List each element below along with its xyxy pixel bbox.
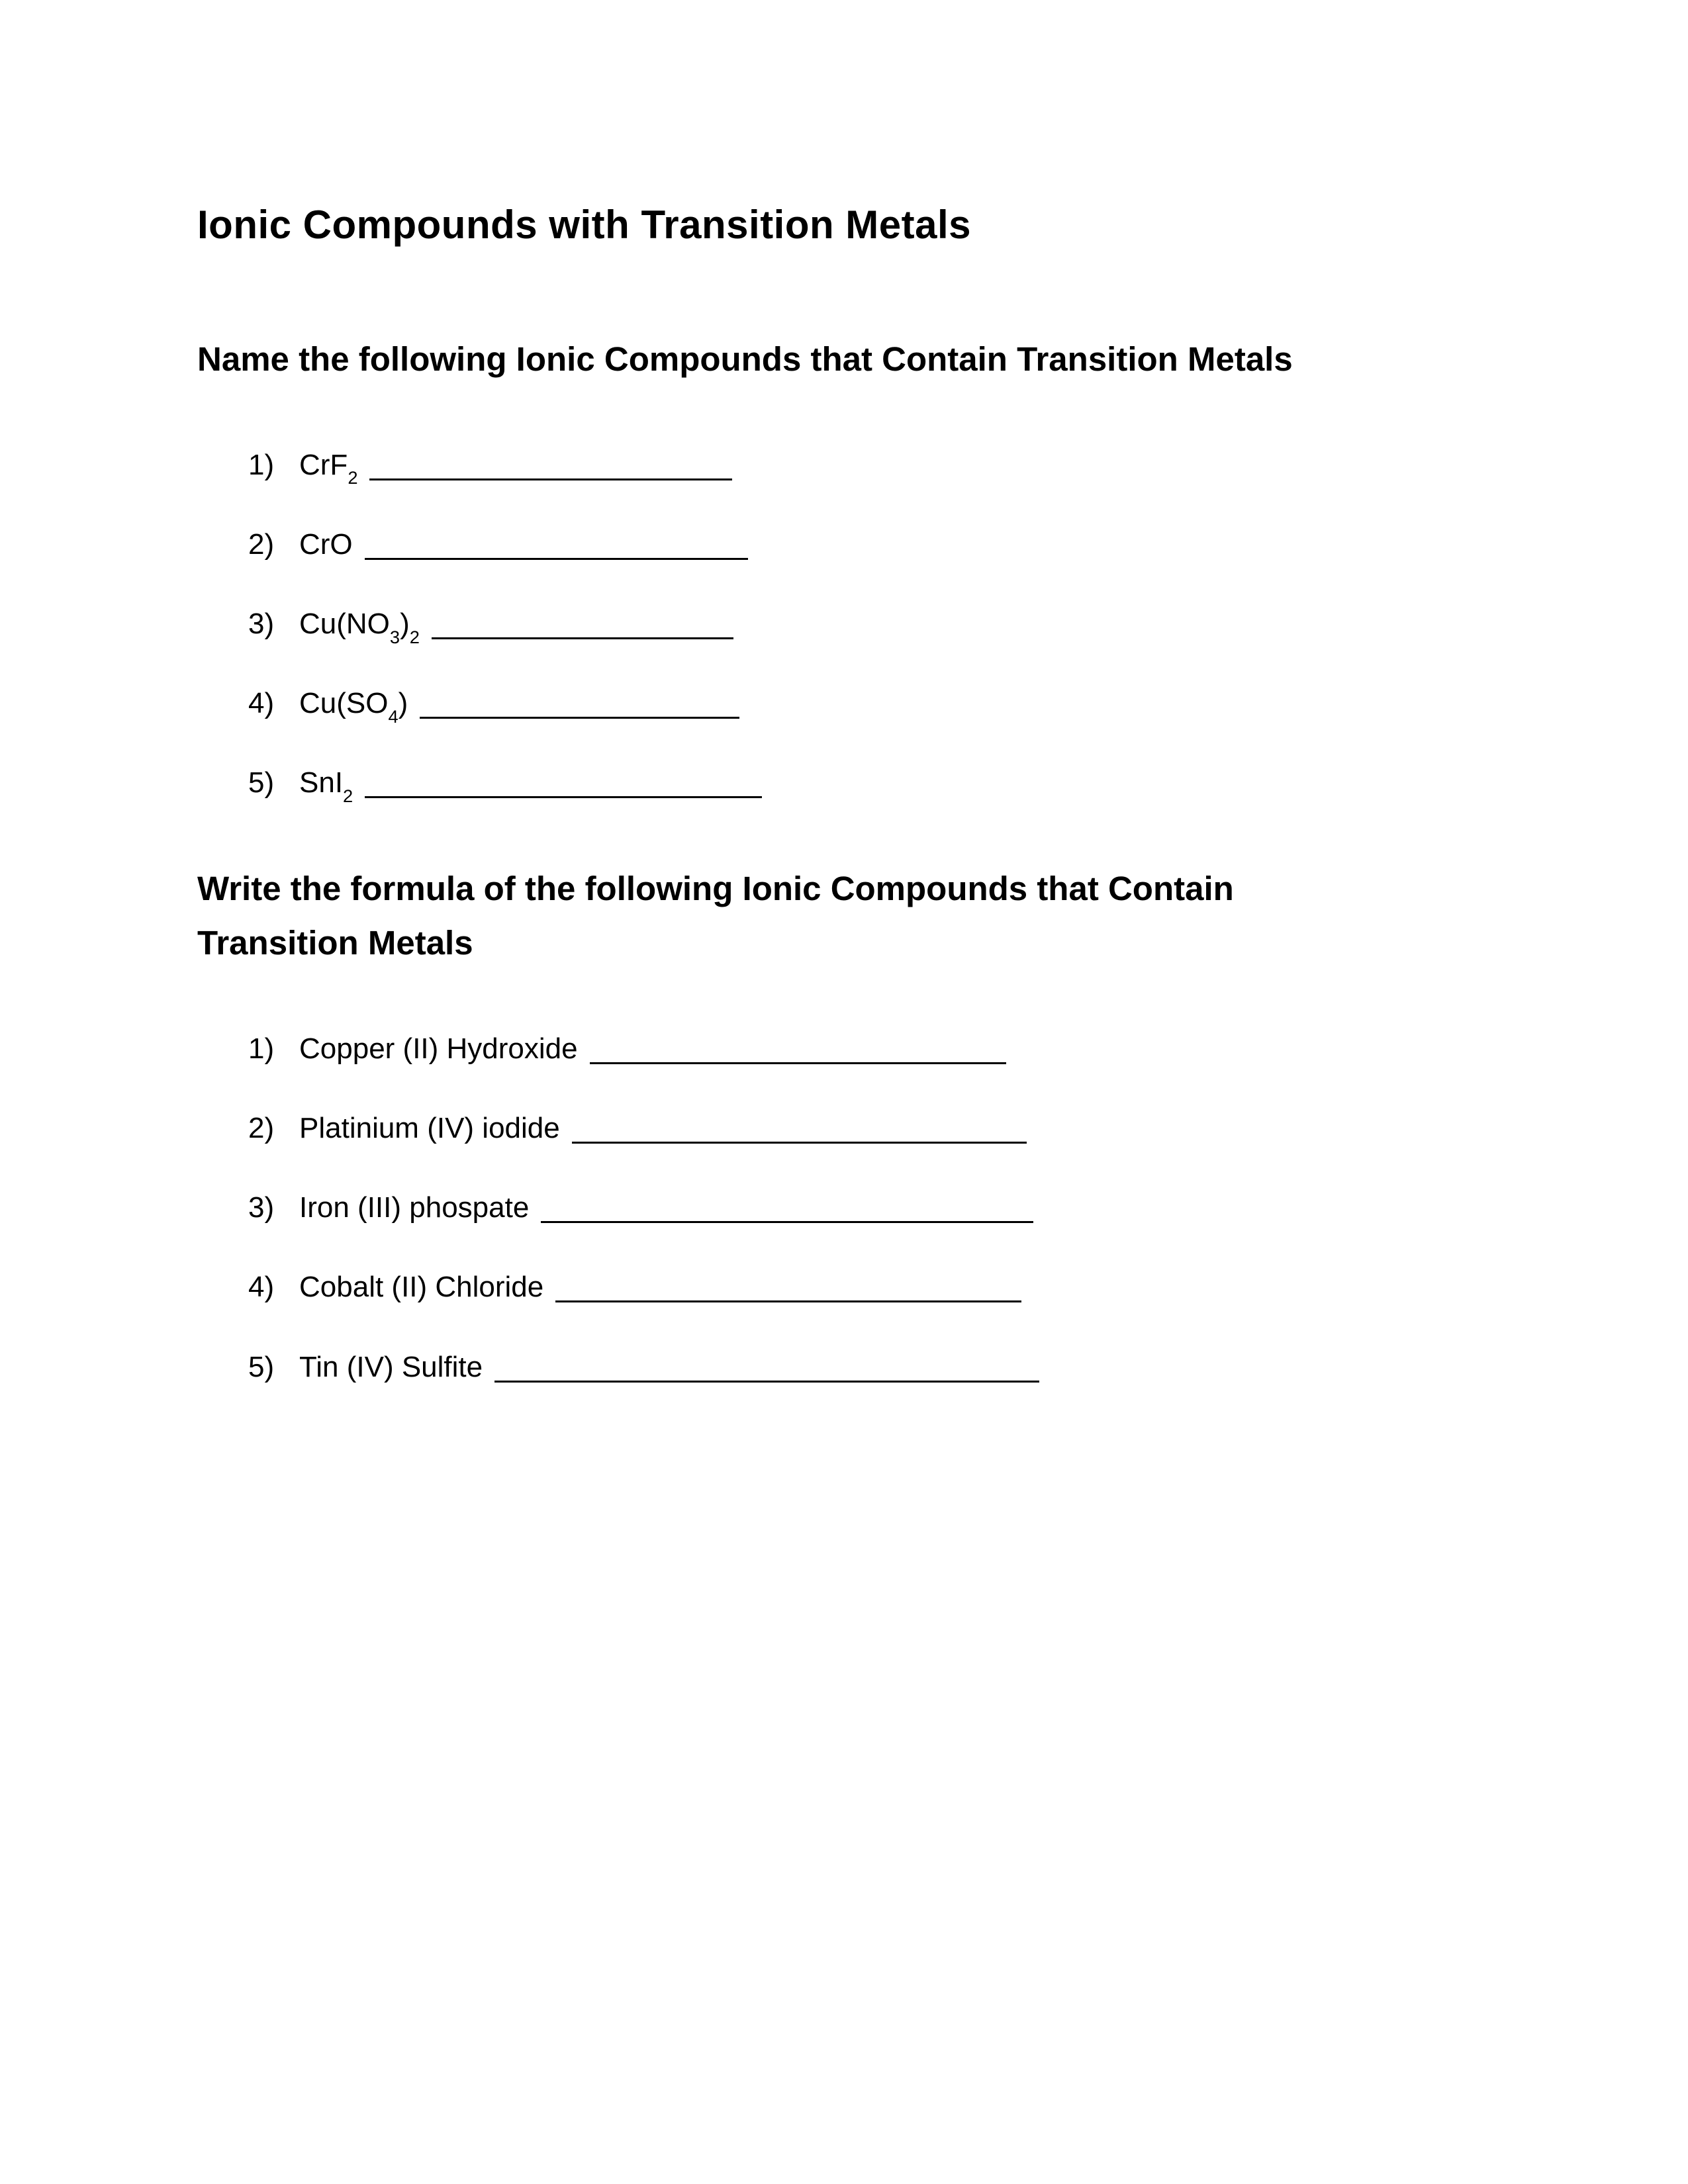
list-item xyxy=(248,1193,1516,1223)
write-formula-list xyxy=(197,1034,1516,1383)
formula-subscript: 4 xyxy=(388,705,399,727)
item-number: 4) xyxy=(248,687,275,720)
chemical-formula xyxy=(299,766,353,807)
answer-blank[interactable] xyxy=(369,476,732,480)
item-number: 1) xyxy=(248,1032,275,1065)
item-number: 4) xyxy=(248,1271,275,1304)
compound-name: Cobalt (II) Chloride xyxy=(299,1271,544,1304)
compound-name: Copper (II) Hydroxide xyxy=(299,1032,578,1065)
formula-text: ) xyxy=(400,607,410,640)
formula-section-heading: Write the formula of the following Ionic Compounds that Contain Transition Metals xyxy=(197,869,1234,962)
item-number: 5) xyxy=(248,766,275,799)
chemical-formula xyxy=(299,448,358,488)
formula-subscript: 2 xyxy=(348,467,358,488)
formula-text: Cu(NO xyxy=(299,607,390,640)
list-item xyxy=(248,607,1516,647)
item-number: 5) xyxy=(248,1350,275,1383)
list-item xyxy=(248,1113,1516,1144)
list-item xyxy=(248,1034,1516,1064)
chemical-formula xyxy=(299,529,353,560)
name-section-heading: Name the following Ionic Compounds that Contain Transition Metals xyxy=(197,340,1293,378)
answer-blank[interactable] xyxy=(572,1139,1027,1144)
page-title: Ionic Compounds with Transition Metals xyxy=(197,203,972,247)
list-item xyxy=(248,1272,1516,1302)
item-number: 1) xyxy=(248,448,275,481)
answer-blank[interactable] xyxy=(365,555,748,560)
name-compounds-section xyxy=(197,332,1516,807)
answer-blank[interactable] xyxy=(420,714,739,719)
item-number: 2) xyxy=(248,527,275,561)
answer-blank[interactable] xyxy=(494,1378,1039,1383)
formula-text: CrF xyxy=(299,448,348,481)
write-formula-section xyxy=(197,862,1516,1383)
formula-text: SnI xyxy=(299,766,344,799)
name-compounds-list xyxy=(197,448,1516,807)
formula-text: ) xyxy=(398,687,408,720)
answer-blank[interactable] xyxy=(432,635,733,639)
item-number: 3) xyxy=(248,607,275,640)
formula-text: Cu(SO xyxy=(299,687,389,720)
formula-subscript: 2 xyxy=(409,626,420,647)
formula-text: CrO xyxy=(299,527,353,561)
item-number: 2) xyxy=(248,1111,275,1144)
answer-blank[interactable] xyxy=(555,1298,1021,1302)
item-number: 3) xyxy=(248,1191,275,1224)
list-item xyxy=(248,1352,1516,1383)
formula-subscript: 2 xyxy=(343,786,353,807)
compound-name: Platinium (IV) iodide xyxy=(299,1111,560,1144)
answer-blank[interactable] xyxy=(590,1060,1006,1064)
compound-name: Tin (IV) Sulfite xyxy=(299,1350,483,1383)
list-item xyxy=(248,687,1516,727)
compound-name: Iron (III) phospate xyxy=(299,1191,530,1224)
answer-blank[interactable] xyxy=(541,1218,1033,1223)
list-item xyxy=(248,529,1516,560)
list-item xyxy=(248,766,1516,807)
list-item xyxy=(248,448,1516,488)
formula-subscript: 3 xyxy=(389,626,400,647)
answer-blank[interactable] xyxy=(365,794,762,798)
chemical-formula xyxy=(299,687,408,727)
chemical-formula xyxy=(299,607,420,647)
